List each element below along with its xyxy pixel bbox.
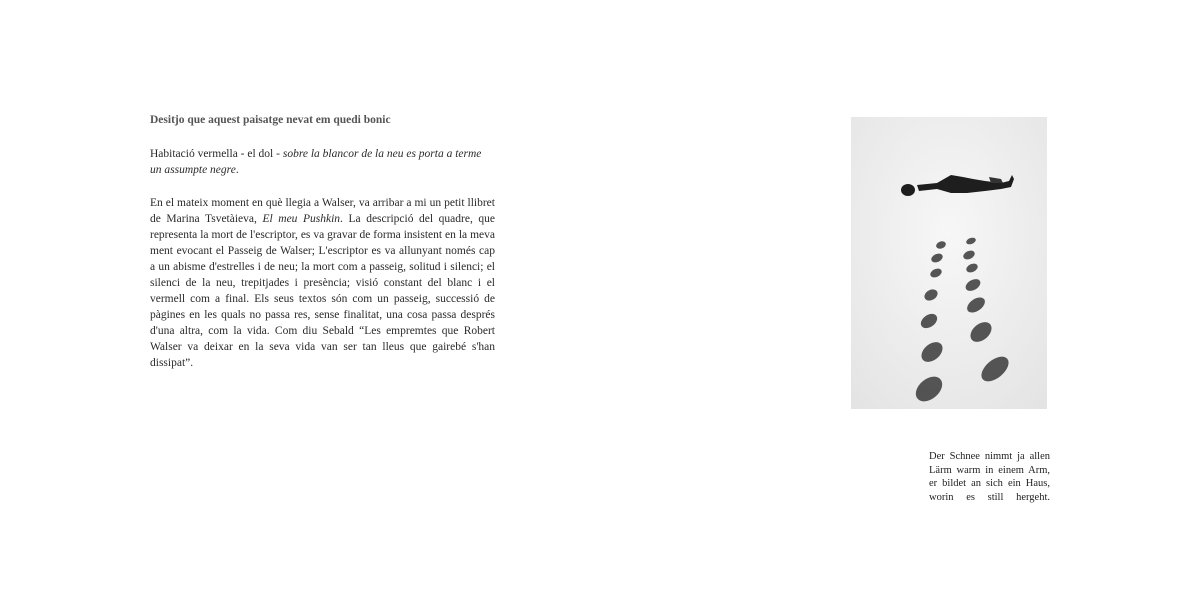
- section-heading: Desitjo que aquest paisatge nevat em quedi bonic: [150, 114, 391, 126]
- lead-end-text: .: [235, 164, 239, 176]
- poem-caption: [929, 450, 1050, 504]
- caption-line-3: er bildet an sich ein Haus,: [929, 478, 1050, 489]
- body-paragraph: [150, 195, 495, 371]
- left-text-column: [150, 113, 495, 371]
- lead-italic-text: sobre la blancor de la neu es porta a terme un assumpte negre: [150, 148, 482, 176]
- body-text-part-2: . La descripció del quadre, que representa la mort de l'escriptor, es va gravar de forma insistent en la meva ment evocant el Passeig de Walser; L'escriptor es va allunyant només cap a un abisme d'estrelles i de neu; la mort com a passeig, solitud i silenci; el silenci de la neu, trepitjades i presència; visió constant del blanc i el vermell com a final. Els seus textos són com un passeig, successió de pàgines en les quals no passa res, sense finalitat, una cosa passa després d'una altra, com la vida. Com diu Sebald “Les empremtes que Robert Walser va deixar en la seva vida van ser tan lleus que gairebé s'han dissipat”.: [150, 213, 495, 369]
- lead-paragraph: [150, 146, 495, 178]
- caption-line-2: Lärm warm in einem Arm,: [929, 464, 1050, 476]
- photo-illustration: [851, 117, 1047, 409]
- caption-line-4: worin es still hergeht.: [929, 491, 1050, 503]
- body-text-part-1: En el mateix moment en què llegia a Walser, va arribar a mi un petit llibret de Marina Tsvetàieva,: [150, 197, 495, 225]
- lead-plain-text: Habitació vermella - el dol -: [150, 148, 283, 160]
- caption-line-1: Der Schnee nimmt ja allen: [929, 451, 1050, 462]
- book-title-italic: El meu Pushkin: [262, 213, 341, 225]
- snow-footprints-photo: [851, 117, 1047, 409]
